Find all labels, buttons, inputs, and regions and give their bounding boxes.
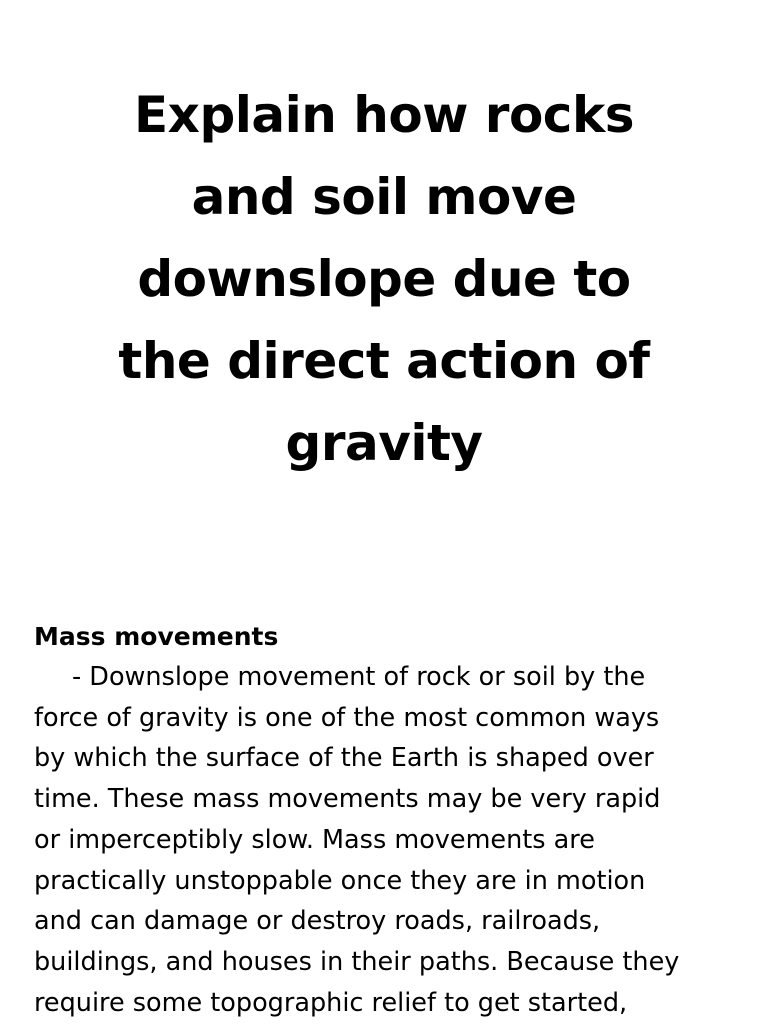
slide-title xyxy=(40,74,728,484)
title-line: gravity xyxy=(285,414,483,472)
paragraph-line: require some topographic relief to get started, xyxy=(34,987,628,1018)
paragraph-line: by which the surface of the Earth is shaped over xyxy=(34,743,654,774)
title-line: and soil move xyxy=(191,168,577,226)
paragraph-line: practically unstoppable once they are in motion xyxy=(34,865,646,896)
paragraph-line: force of gravity is one of the most common ways xyxy=(34,702,660,733)
section-paragraph xyxy=(34,657,744,1023)
section-heading: Mass movements xyxy=(34,622,279,651)
paragraph-line: and can damage or destroy roads, railroads, xyxy=(34,906,601,937)
paragraph-line: time. These mass movements may be very rapid xyxy=(34,784,661,815)
paragraph-line: - Downslope movement of rock or soil by the xyxy=(72,662,646,692)
title-line: Explain how rocks xyxy=(134,86,634,144)
paragraph-line: buildings, and houses in their paths. Because they xyxy=(34,946,680,977)
title-line: the direct action of xyxy=(118,332,650,390)
body-content xyxy=(34,617,744,1023)
title-line: downslope due to xyxy=(137,250,631,308)
paragraph-line: or imperceptibly slow. Mass movements are xyxy=(34,824,595,855)
